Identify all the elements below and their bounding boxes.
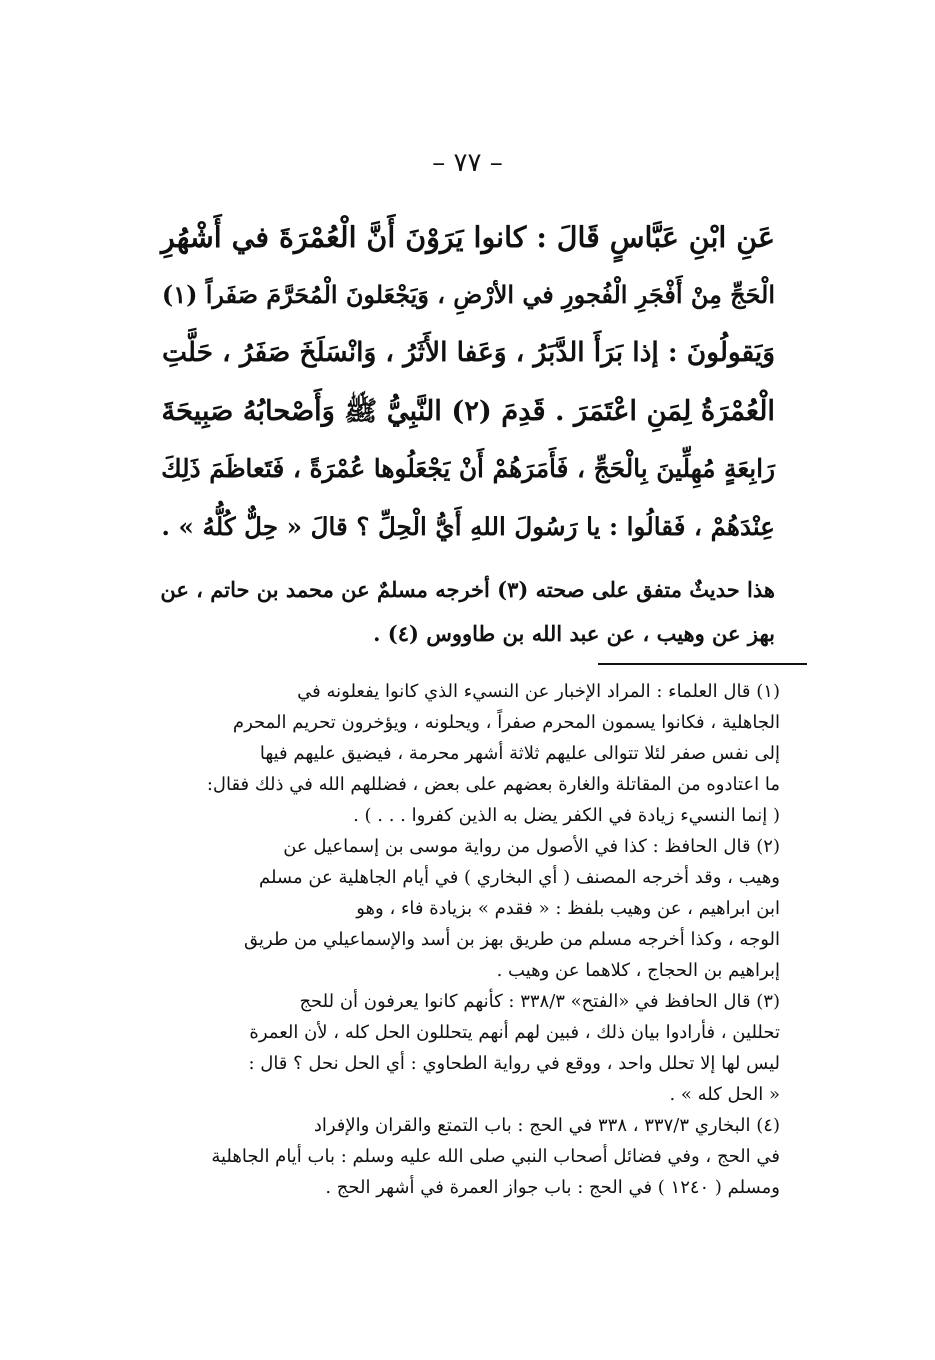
- hadith-line: رَابِعَةٍ مُهِلِّينَ بِالْحَجِّ ، فَأَمَرَهُمْ أَنْ يَجْعَلُوها عُمْرَةً ، فَتَعاظَمَ ذَلِكَ: [161, 454, 775, 483]
- hadith-text: [155, 208, 775, 556]
- footnotes: [155, 676, 780, 1203]
- hadith-line: الْحَجِّ مِنْ أَفْجَرِ الْفُجورِ في الأرْضِ ، وَيَجْعَلونَ الْمُحَرَّمَ صَفَراً (١): [161, 281, 775, 309]
- footnote-line: ابن ابراهيم ، عن وهيب بلفظ : « فقدم » بزيادة فاء ، وهو: [356, 898, 780, 919]
- footnote-line: وهيب ، وقد أخرجه المصنف ( أي البخاري ) في أيام الجاهلية عن مسلم: [258, 867, 780, 888]
- hadith-line: الْعُمْرَةُ لِمَنِ اعْتَمَرَ . قَدِمَ (٢) النَّبِيُّ ﷺ وَأَصْحابُهُ صَبِيحَةَ: [161, 395, 775, 427]
- footnote-line: تحللين ، فأرادوا بيان ذلك ، فبين لهم أنهم يتحللون الحل كله ، لأن العمرة: [249, 1022, 780, 1043]
- footnote-line: الوجه ، وكذا أخرجه مسلم من طريق بهز بن أسد والإسماعيلي من طريق: [243, 929, 780, 950]
- note-line: بهز عن وهيب ، عن عبد الله بن طاووس (٤) .: [373, 621, 775, 646]
- page-number: – ٧٧ –: [432, 148, 503, 178]
- footnote-line: إلى نفس صفر لئلا تتوالى عليهم ثلاثة أشهر محرمة ، فيضيق عليهم فيها: [259, 743, 780, 764]
- footnote-divider: [598, 663, 807, 665]
- footnote-line: في الحج ، وفي فضائل أصحاب النبي صلى الله عليه وسلم : باب أيام الجاهلية: [211, 1146, 780, 1167]
- footnote-line: « الحل كله » .: [669, 1084, 780, 1105]
- hadith-line: عَنِ ابْنِ عَبَّاسٍ قَالَ : كانوا يَرَوْنَ أَنَّ الْعُمْرَةَ في أَشْهُرِ: [161, 220, 775, 254]
- footnote-line: ومسلم ( ١٢٤٠ ) في الحج : باب جواز العمرة في أشهر الحج .: [325, 1177, 780, 1198]
- footnote-line: (٤) البخاري ٣٣٧/٣ ، ٣٣٨ في الحج : باب التمتع والقران والإفراد: [313, 1115, 780, 1136]
- footnote-line: (١) قال العلماء : المراد الإخبار عن النسيء الذي كانوا يفعلونه في: [297, 681, 780, 702]
- note-line: هذا حديثٌ متفق على صحته (٣) أخرجه مسلمٌ عن محمد بن حاتم ، عن: [160, 577, 775, 602]
- footnote-line: (٣) قال الحافظ في «الفتح» ٣٣٨/٣ : كأنهم كانوا يعرفون أن للحج: [299, 991, 780, 1012]
- footnote-line: ( إنما النسيء زيادة في الكفر يضل به الذين كفروا . . . ) .: [353, 805, 780, 826]
- footnote-line: ما اعتادوه من المقاتلة والغارة بعضهم على بعض ، فضللهم الله في ذلك فقال:: [206, 774, 780, 795]
- authentication-note: [155, 568, 775, 656]
- footnote-line: الجاهلية ، فكانوا يسمون المحرم صفراً ، ويحلونه ، ويؤخرون تحريم المحرم: [232, 712, 780, 733]
- footnote-line: (٢) قال الحافظ : كذا في الأصول من رواية موسى بن إسماعيل عن: [283, 836, 780, 857]
- hadith-line: وَيَقولُونَ : إذا بَرَأَ الدَّبَرُ ، وَعَفا الأَثَرُ ، وَانْسَلَخَ صَفَرُ ، حَلَّتِ: [161, 337, 775, 368]
- footnote-line: إبراهيم بن الحجاج ، كلاهما عن وهيب .: [496, 960, 780, 981]
- footnote-line: ليس لها إلا تحلل واحد ، ووقع في رواية الطحاوي : أي الحل نحل ؟ قال :: [248, 1053, 780, 1074]
- hadith-line: عِنْدَهُمْ ، فَقالُوا : يا رَسُولَ اللهِ أَيُّ الْحِلِّ ؟ قالَ « حِلٌّ كُلُّهُ » .: [161, 512, 775, 541]
